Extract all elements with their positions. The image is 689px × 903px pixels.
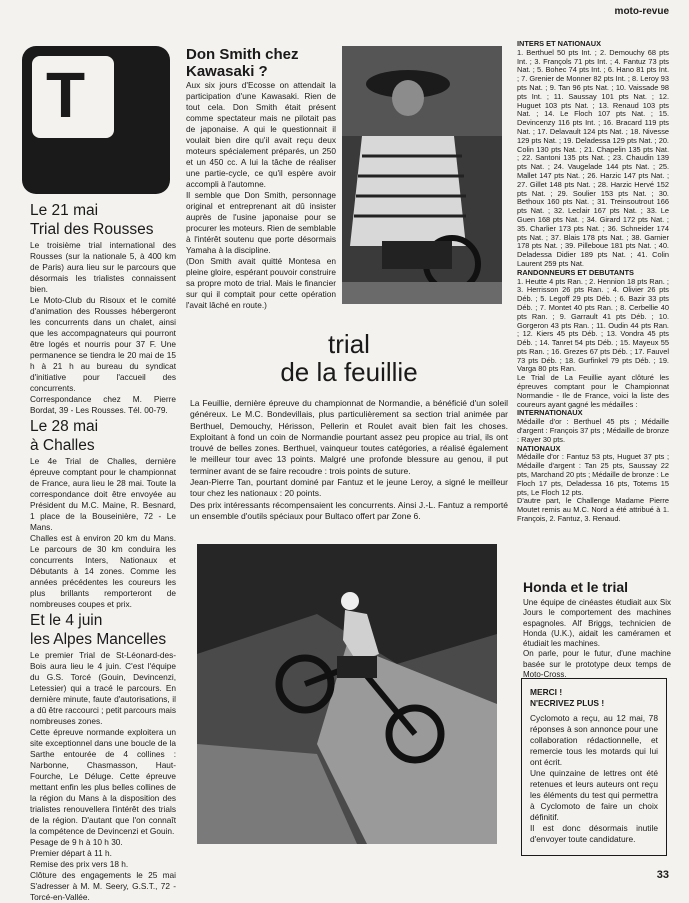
trial-logo: [22, 46, 170, 194]
merci-subtitle: N'ECRIVEZ PLUS !: [530, 698, 605, 708]
event2-paragraph: Le 4e Trial de Challes, dernière épreuve comptant pour le championnat de France, aura lieu le 28 mai. Toute la correspondance doit être envoyée au Président du M.C. Maine, R. Besnard, 1 place de la Bouseinière, 72 - Le Mans.: [30, 456, 176, 532]
events-column: [30, 200, 176, 903]
trial-rider-action-photo: [197, 544, 497, 844]
event3-detail: Premier départ à 11 h.: [30, 848, 112, 858]
results-heading: INTERS ET NATIONAUX: [517, 39, 602, 48]
results-paragraph: Médaille d'or : Berthuel 45 pts ; Médaille d'argent : François 37 pts ; Médaille de bronze : Rayer 30 pts.: [517, 417, 669, 444]
results-paragraph: Médaille d'or : Fantuz 53 pts, Huguet 37 pts ; Médaille d'argent : Tan 25 pts, Saussay 22 pts, Marchand 20 pts ; Médaille de bronze : Le Floch 17 pts, Deladessa 16 pts, Totems 15 pts, Le Floch 12 pts.: [517, 452, 670, 497]
logo-letter: T: [46, 59, 86, 131]
event3-paragraph: Le premier Trial de St-Léonard-des-Bois aura lieu le 4 juin. C'est l'équipe du G.S. Torcé (Gouin, Devincenzi, Letessier) qui a tracé le parcours. En dernière minute, faute d'autorisations, il a dû être raccourci ; petit parcours mais nombreuses zones.: [30, 650, 176, 726]
honda-title: Honda et le trial: [523, 579, 629, 595]
event3-detail: Remise des prix vers 18 h.: [30, 859, 129, 869]
event3-title: les Alpes Mancelles: [30, 631, 167, 648]
event1-paragraph: Le troisième trial international des Rousses (sur la nationale 5, à 400 km de Paris) aura lieu sur le parcours que désormais les trialistes connaissent bien.: [30, 240, 176, 294]
logo-word: rial: [88, 102, 114, 123]
results-list: 1. Berthuel 50 pts Int. ; 2. Demouchy 68 pts Int. ; 3. Françols 71 pts Int. ; 4. Fantuz 73 pts Nat. ; 5. Bohec 74 pts Int. ; 6. Hano 81 pts Int. ; 7. Grenier de Monner 82 pts Int. ; 8. Leroy 93 pts Nat. ; 9. Tan 96 pts Nat. ; 10. Vaissade 98 pts Int. ; 11. Saussay 101 pts Nat. ; 12. Huguet 103 pts Nat. ; 13. Renaud 103 pts Nat. ; 14. Le Floch 107 pts Nat. ; 15. Devincenzy 116 pts Int. ; 16. Bracard 119 pts Nat. ; 17. Delavault 124 pts Nat. ; 18. Nivesse 129 pts Nat. ; 19. Deladessa 129 pts Nat. ; 20. Colin 130 pts Nat. ; 21. Chapelin 135 pts Nat. ; 22. Santoni 135 pts Nat. ; 23. Chaudin 139 pts Nat. ; 24. Vaugelade 144 pts Nat. ; 25. Mallet 147 pts Nat. ; 26. Harzic 147 pts Nat. ; 27. Gillet 148 pts Nat. ; 28. Harzic Hervé 152 pts Nat. ; 29. Soulier 153 pts Nat. ; 30. Bethoux 160 pts Nat. ; 31. Treinsoutrout 166 pts Nat. ; 32. Leclair 167 pts Nat. ; 33. Le Guen 168 pts Nat. ; 34. Girard 172 pts Nat. ; 35. Charlier 173 pts Nat. ; 36. Schneider 174 pts Nat. ; 37. Blais 178 pts Nat. ; 38. Garnier 178 pts Nat. ; 39. Pilleboue 181 pts Nat. ; 40. Deladessa Didier 189 pts Nat. ; 41. Colin Laurent 259 pts Nat.: [517, 47, 670, 268]
article-title: [190, 330, 508, 386]
feuillie-article-body: [190, 398, 508, 522]
event3-detail: Pesage de 9 h à 10 h 30.: [30, 837, 123, 847]
merci-paragraph: Une quinzaine de lettres ont été retenues et leurs auteurs ont reçu les éléments du test qui permettra à Cyclomoto de faire un choix définitif.: [530, 768, 658, 822]
event1-title: Trial des Rousses: [30, 221, 154, 238]
feuillie-paragraph: Jean-Pierre Tan, pourtant dominé par Fantuz et le jeune Leroy, a signé le meilleur tour chez les nationaux : 20 points.: [190, 477, 508, 499]
event1-paragraph: Le Moto-Club du Risoux et le comité d'animation des Rousses hébergeront les concurrents dans un chalet, ainsi que les accompagnateurs qui pourront être logés et nourris pour 37 F. Une permanence se tiendra le 20 mai de 15 h à 21 h au bureau du syndicat d'initiative pour l'accueil des concurrents.: [30, 295, 176, 393]
feuillie-paragraph: Des prix intéressants récompensaient les concurrents. Ainsi J.-L. Fantuz a remporté un ensemble d'outils spéciaux pour Bultaco offert par Zone 6.: [190, 499, 508, 521]
honda-paragraph: Une équipe de cinéastes étudiait aux Six Jours le comportement des machines espagnoles. Alf Briggs, technicien de Honda (U.K.), aidait les caméramen et étudiait les machines.: [523, 598, 671, 649]
don-smith-paragraph: Aux six jours d'Ecosse on attendait la participation d'une Kawasaki. Rien de tout cela. Don Smith était présent comme spectateur mais ne pilotait pas de japonaise. A qui le questionnait il voulait bien dire qu'il avait reçu deux moteurs spécialement préparés, un 250 et un 450 cc. A lui la tâche de réaliser une partie-cycle, ce qu'il espère avoir accompli à l'automne.: [186, 80, 336, 189]
merci-title: MERCI !: [530, 687, 563, 697]
magazine-header: moto-revue: [614, 6, 669, 17]
event3-paragraph: Cette épreuve normande exploitera un site exceptionnel dans une boucle de la Sarthe entourée de 4 collines : Narbonne, Chasmasson, Haut-Fourche, Le Déluge. Cette épreuve mettant enfin les plus belles collines de la région du Mans à la disposition des trialistes renouvellera l'intérêt des trials de la région. D'autant que l'on connaît la compétence de Devincenzi et Gouin.: [30, 727, 176, 836]
event3-date: Et le 4 juin: [30, 612, 103, 629]
rider-portrait-photo: [342, 46, 502, 304]
event2-paragraph: Challes est à environ 20 km du Mans. Le parcours de 30 km conduira les concurrents Inters, Nationaux et Débutants à 14 zones. Comme les années précédentes les coureurs les plus brillants remporteront de nombreuses coupes et prix.: [30, 533, 176, 609]
event1-date: Le 21 mai: [30, 202, 99, 219]
honda-body: [523, 598, 671, 680]
results-list: 1. Heutte 4 pts Ran. ; 2. Hennion 18 pts Ran. ; 3. Herrisson 26 pts Ran. ; 4. Olivier 26 pts Déb. ; 5. Legoff 29 pts Déb. ; 6. Bazir 33 pts Déb. ; 7. Montet 40 pts Ran. ; 8. Cerbellie 40 pts Ran. ; 9. Garrault 41 pts Déb. ; 10. Gorgeron 43 pts Ran. ; 11. Oudin 44 pts Ran. ; 12. Kiers 45 pts Déb. ; 13. Vondra 45 pts Déb. ; 14. Tanret 54 pts Déb. ; 15. Mayeux 55 pts Ran. ; 16. Grezes 67 pts Déb. ; 17. Fauvel 73 pts Déb. ; 18. Gurfinkel 79 pts Déb. ; 19. Varga 80 pts Ran.: [517, 276, 669, 374]
logo-box: [32, 56, 114, 138]
results-heading: RANDONNEURS ET DEBUTANTS: [517, 267, 634, 277]
merci-paragraph: Il est donc désormais inutile d'envoyer toute candidature.: [530, 823, 658, 844]
results-heading: INTERNATIONAUX: [517, 408, 583, 418]
don-smith-paragraph: (Don Smith avait quitté Montesa en pleine gloire, espérant pouvoir construire sa propre moto de trial. Mais le financier sur qui il comptait pour cette opération l'avait lâché en route.): [186, 256, 336, 310]
don-smith-article: [186, 46, 336, 311]
feuillie-paragraph: La Feuillie, dernière épreuve du championnat de Normandie, a bénéficié d'un soleil généreux. Le M.C. Bondevillais, plus particulièrement sa section trial animée par Berthuel, Demouchy, Hérisson, Pellerin et Roulet avait bien fait les choses. Exploitant à fond un coin de Normandie pourtant assez peu propice au trial, ils ont trouvé de belles zones. Berthuel, vainqueur toutes catégories, a réalisé également le meilleur tour avec 13 points. Malgré une profonde blessure au genou, il put terminer avant de se faire recoudre : trois points de suture.: [190, 398, 508, 476]
article-title-line2: de la feuillie: [280, 357, 418, 387]
results-paragraph: Le Trial de La Feuillie ayant clôturé les épreuves comptant pour le Championnat Normandie - Ile de France, voici la liste des coureurs ayant gagné les médailles :: [517, 373, 669, 409]
results-paragraph: D'autre part, le Challenge Madame Pierre Moutet remis au M.C. Nord a été attribué à 1. François, 2. Fantuz, 3. Renaud.: [517, 496, 669, 524]
event2-title: à Challes: [30, 437, 95, 454]
article-title-line1: trial: [328, 329, 370, 359]
merci-notice-box: [521, 678, 667, 856]
don-smith-paragraph: Il semble que Don Smith, personnage original et entreprenant ait dû insister auprès de l'usine japonaise pour se procurer les moteurs. Rien de semblable à l'intérêt soutenu que porte désormais Yamaha à la discipline.: [186, 190, 336, 255]
don-smith-title: Don Smith chez Kawasaki ?: [186, 46, 299, 80]
event1-paragraph: Correspondance chez M. Pierre Bordat, 39 - Les Rousses. Tél. 00-79.: [30, 394, 176, 415]
event3-detail: Clôture des engagements le 25 mai S'adresser à M. M. Seery, G.S.T., 72 - Torcé-en-Vallée.: [30, 870, 176, 902]
page-number: 33: [656, 869, 669, 881]
merci-paragraph: Cyclomoto a reçu, au 12 mai, 78 réponses à son annonce pour une collaboration rédactionnelle, et remercie tous les motards qui lui ont écrit.: [530, 713, 658, 767]
results-column: [517, 40, 669, 524]
results-heading: NATIONAUX: [517, 443, 561, 453]
event2-date: Le 28 mai: [30, 418, 99, 435]
honda-paragraph: On parle, pour le futur, d'une machine basée sur le prototype deux temps de Moto-Cross.: [523, 649, 671, 680]
